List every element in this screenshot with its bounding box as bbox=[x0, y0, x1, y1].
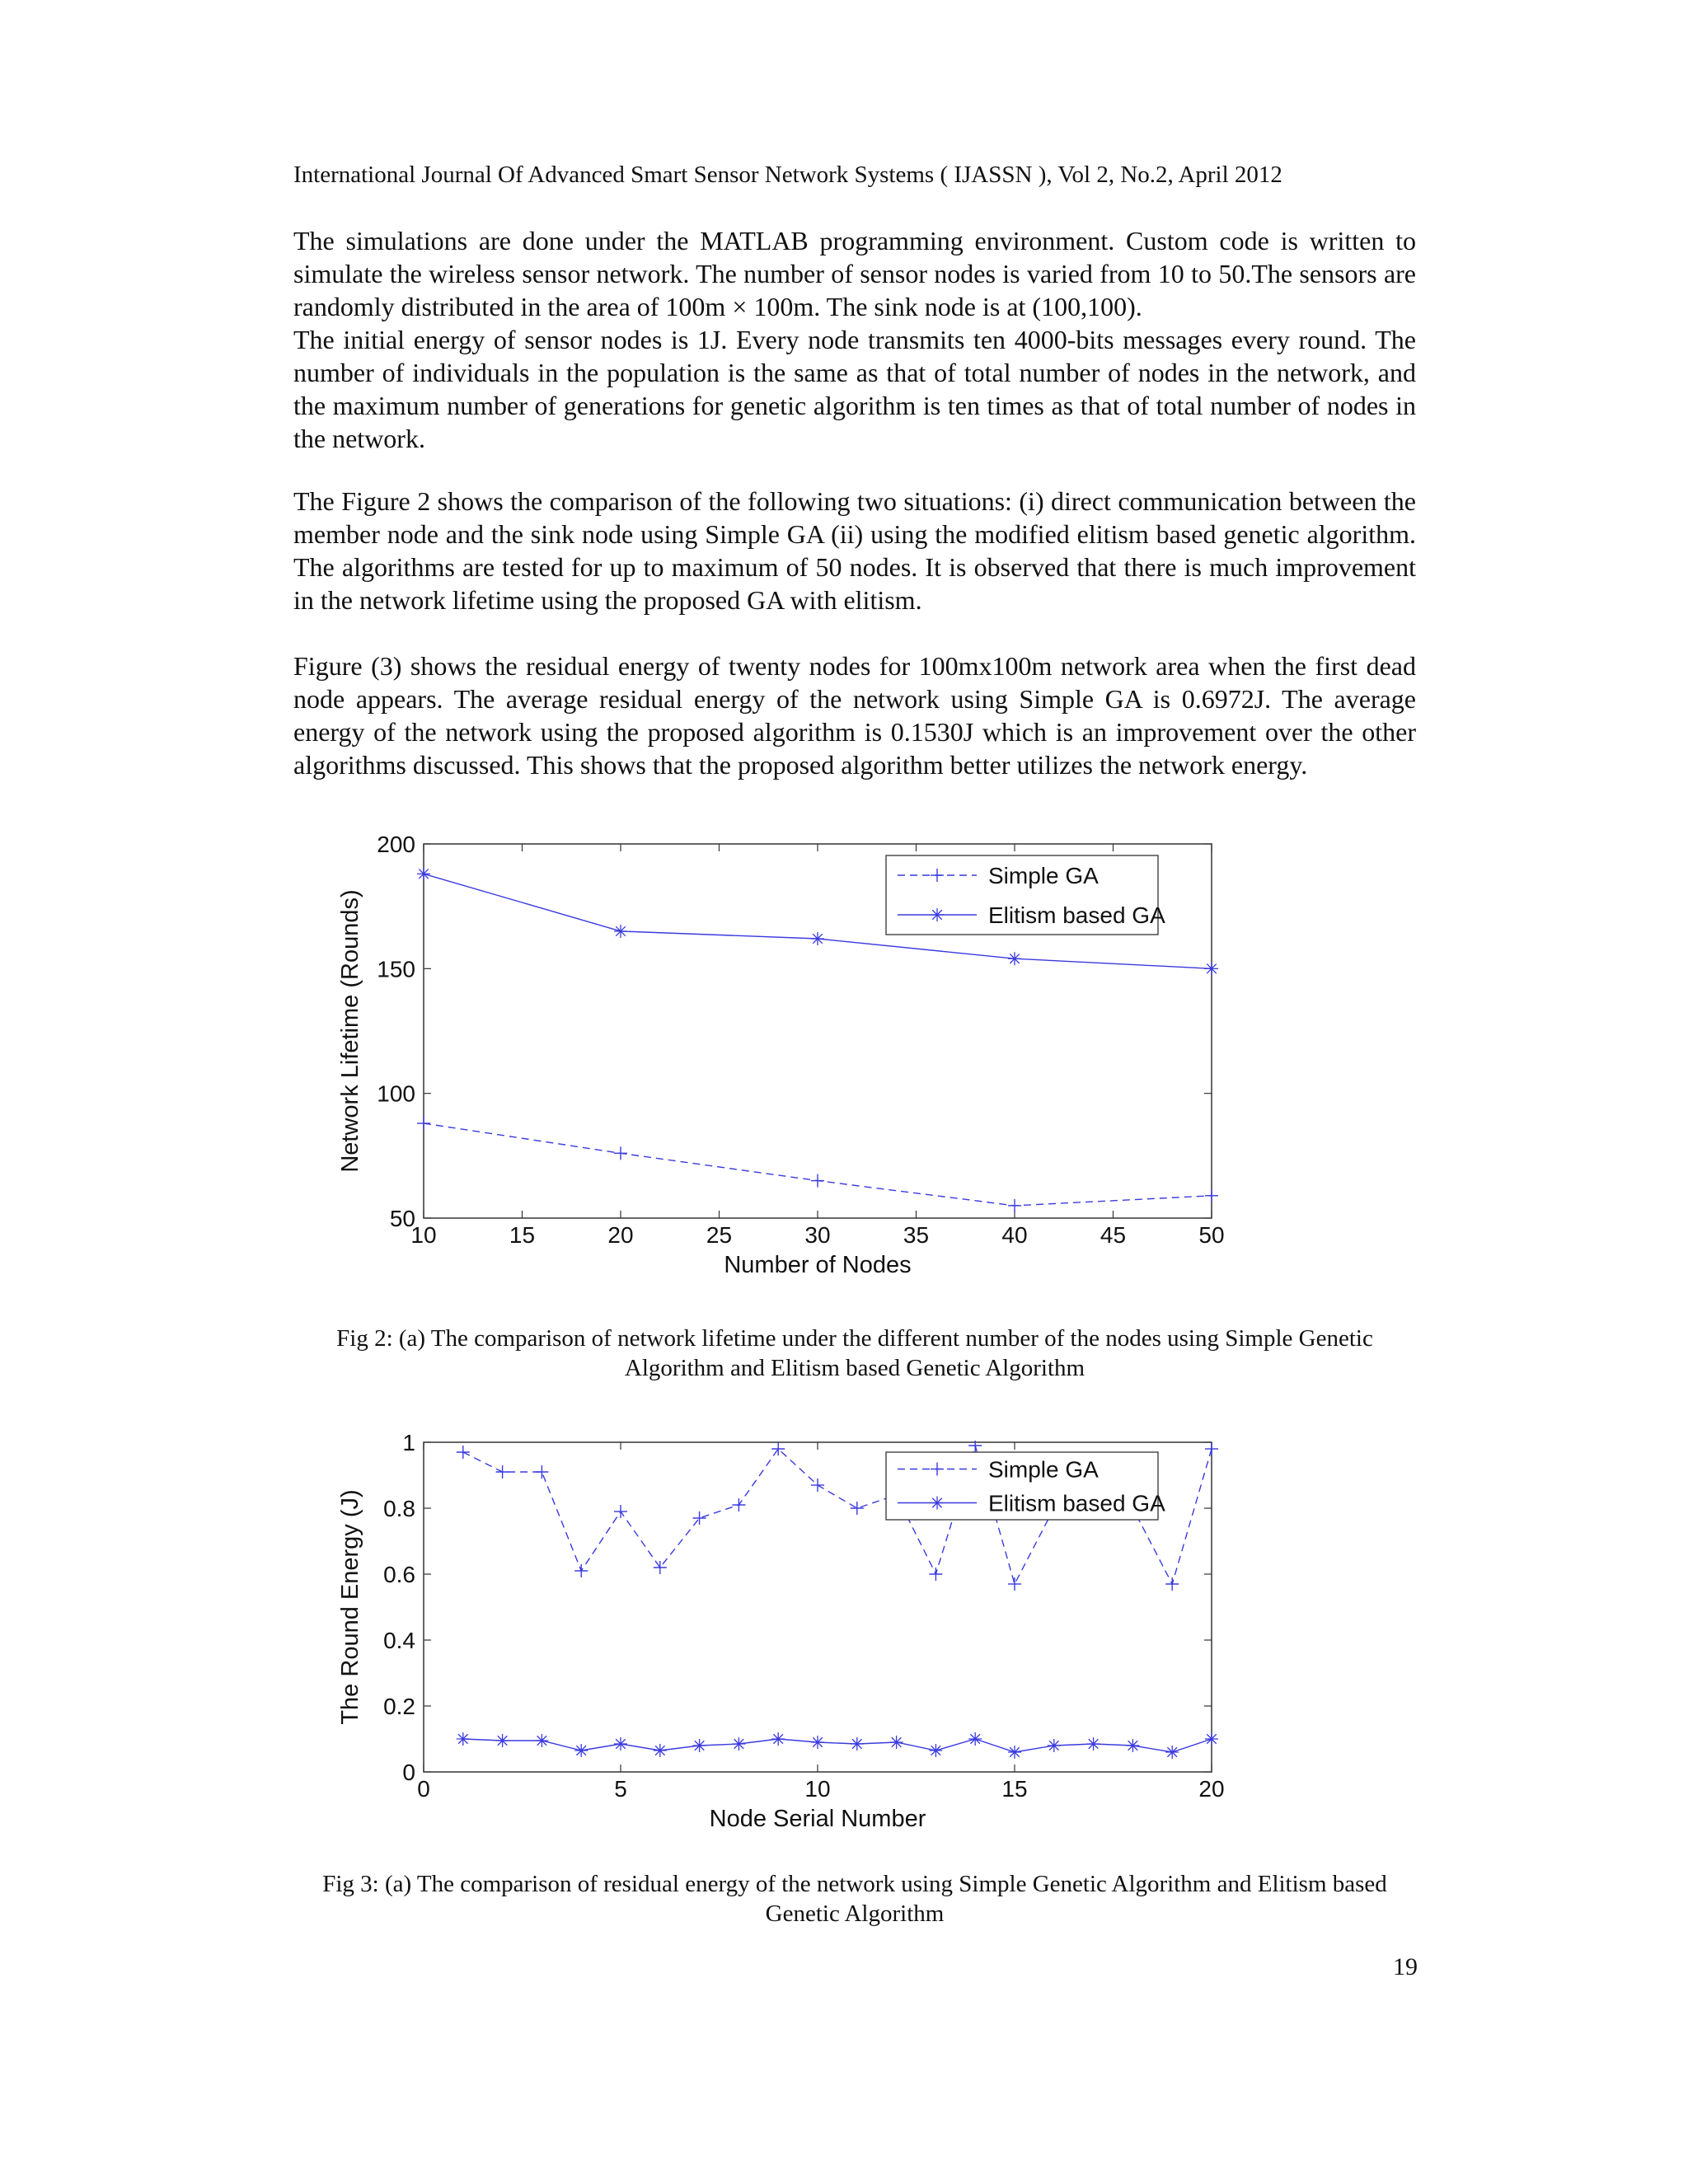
legend-swatch-marker bbox=[931, 1497, 944, 1510]
data-point bbox=[574, 1744, 588, 1757]
x-tick-label: 20 bbox=[1198, 1776, 1225, 1802]
y-tick-label: 200 bbox=[377, 832, 415, 857]
data-point bbox=[654, 1744, 667, 1757]
data-point bbox=[811, 932, 824, 945]
data-point bbox=[496, 1734, 509, 1747]
data-point bbox=[851, 1737, 864, 1750]
x-tick-label: 25 bbox=[706, 1222, 733, 1248]
paragraph-figure2-discussion: The Figure 2 shows the comparison of the following two situations: (i) direct communication between the member node and the sink node using Simple GA (ii) using the modified elitism based genetic algorithm. The algorithms are tested for up to maximum of 50 nodes. It is observed that there is much improvement in the network lifetime using the proposed GA with elitism. bbox=[293, 486, 1416, 615]
data-point bbox=[1087, 1737, 1100, 1750]
y-axis-label: The Round Energy (J) bbox=[337, 1489, 363, 1725]
x-tick-label: 15 bbox=[1001, 1776, 1028, 1802]
figure-3-chart bbox=[313, 1418, 1261, 1838]
data-point bbox=[1165, 1746, 1179, 1759]
legend-swatch-marker bbox=[931, 908, 944, 921]
data-point bbox=[890, 1736, 903, 1749]
paragraph-initial-energy: The initial energy of sensor nodes is 1J. Every node transmits ten 4000-bits messages every round. The number of individuals in the population is the same as that of total number of nodes in the network, and the maximum number of generations for genetic algorithm is ten times as that of total number of nodes in the network. bbox=[293, 325, 1416, 453]
paragraph-figure3-discussion: Figure (3) shows the residual energy of twenty nodes for 100mx100m network area when the first dead node appears. The average residual energy of the network using Simple GA is 0.6972J. The average energy of the network using the proposed algorithm is 0.1530J which is an improvement over the other algorithms discussed. This shows that the proposed algorithm better utilizes the network energy. bbox=[293, 651, 1416, 780]
chart-legend bbox=[886, 1452, 1165, 1520]
figure-2-caption: Fig 2: (a) The comparison of network lifetime under the different number of the nodes using Simple Genetic Algorithm and Elitism based Genetic Algorithm bbox=[336, 1325, 1373, 1381]
data-point bbox=[968, 1732, 982, 1746]
x-tick-label: 10 bbox=[804, 1776, 831, 1802]
legend-label: Elitism based GA bbox=[988, 902, 1165, 928]
data-point bbox=[1048, 1739, 1061, 1752]
data-point bbox=[1205, 1732, 1218, 1746]
legend-label: Elitism based GA bbox=[988, 1490, 1165, 1516]
x-tick-label: 20 bbox=[607, 1222, 634, 1248]
data-point bbox=[1008, 952, 1021, 965]
data-point bbox=[614, 925, 627, 938]
x-tick-label: 5 bbox=[614, 1776, 627, 1802]
y-tick-label: 0 bbox=[402, 1760, 415, 1785]
y-tick-label: 0.8 bbox=[383, 1496, 415, 1521]
data-point bbox=[771, 1732, 785, 1746]
y-tick-label: 0.6 bbox=[383, 1562, 415, 1587]
y-tick-label: 0.4 bbox=[383, 1628, 415, 1653]
data-point bbox=[732, 1737, 745, 1750]
x-tick-label: 40 bbox=[1001, 1222, 1028, 1248]
y-tick-label: 0.2 bbox=[383, 1694, 415, 1719]
x-tick-label: 30 bbox=[804, 1222, 831, 1248]
data-point bbox=[614, 1737, 627, 1750]
figure-3-caption: Fig 3: (a) The comparison of residual energy of the network using Simple Genetic Algorithm and Elitism based Genetic Algorithm bbox=[322, 1871, 1387, 1927]
data-point bbox=[417, 867, 430, 880]
paragraph-simulation-setup: The simulations are done under the MATLAB programming environment. Custom code is written to simulate the wireless sensor network. The number of sensor nodes is varied from 10 to 50.The sensors are randomly distributed in the area of 100m × 100m. The sink node is at (100,100). bbox=[293, 226, 1416, 321]
journal-header: International Journal Of Advanced Smart Sensor Network Systems ( IJASSN ), Vol 2, No.2, April 2012 bbox=[293, 162, 1282, 188]
data-point bbox=[535, 1734, 548, 1747]
y-tick-label: 1 bbox=[402, 1430, 415, 1455]
x-axis-label: Number of Nodes bbox=[724, 1252, 912, 1278]
y-tick-label: 50 bbox=[389, 1206, 415, 1231]
data-point bbox=[811, 1736, 824, 1749]
y-tick-label: 100 bbox=[377, 1080, 415, 1107]
x-tick-label: 15 bbox=[509, 1222, 536, 1248]
data-point bbox=[1126, 1739, 1139, 1752]
x-tick-label: 50 bbox=[1198, 1222, 1225, 1248]
chart-legend bbox=[886, 855, 1165, 935]
figure-2-chart bbox=[313, 824, 1261, 1302]
x-tick-label: 35 bbox=[903, 1222, 930, 1248]
x-tick-label: 45 bbox=[1100, 1222, 1127, 1248]
y-axis-label: Network Lifetime (Rounds) bbox=[337, 889, 363, 1173]
data-point bbox=[1205, 962, 1218, 975]
data-point bbox=[457, 1732, 470, 1746]
x-tick-label: 10 bbox=[410, 1222, 437, 1248]
page-number: 19 bbox=[1393, 1953, 1418, 1980]
x-tick-label: 0 bbox=[417, 1776, 430, 1802]
data-point bbox=[693, 1739, 706, 1752]
legend-label: Simple GA bbox=[988, 1456, 1099, 1483]
legend-label: Simple GA bbox=[988, 863, 1099, 888]
y-tick-label: 150 bbox=[377, 956, 415, 982]
data-point bbox=[929, 1744, 942, 1757]
data-point bbox=[1008, 1746, 1021, 1759]
x-axis-label: Node Serial Number bbox=[709, 1806, 926, 1832]
